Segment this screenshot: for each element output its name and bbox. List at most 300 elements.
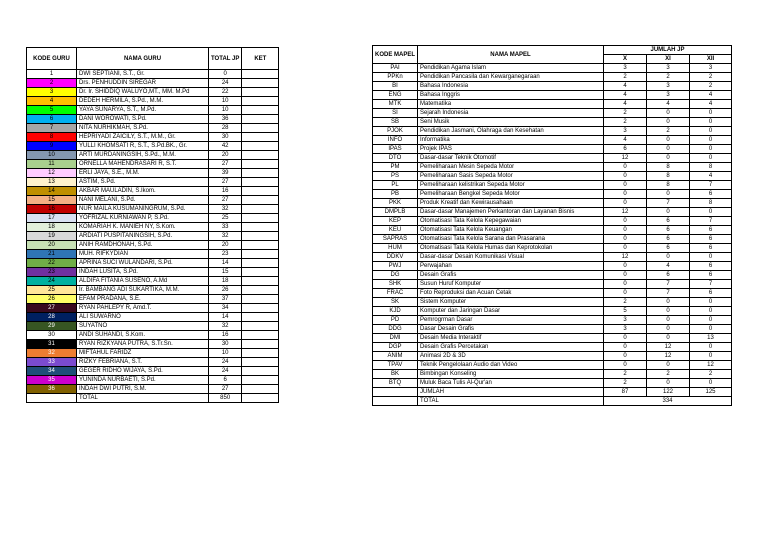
jp-xi-cell: 3	[647, 91, 690, 100]
ket-cell	[242, 376, 279, 385]
nama-mapel-cell: Pendidikan Jasmani, Olahraga dan Kesehatan	[418, 127, 604, 136]
kode-mapel-cell: BTQ	[373, 379, 418, 388]
ket-cell	[242, 340, 279, 349]
jp-xii-cell: 13	[690, 334, 732, 343]
total-jp-cell: 26	[209, 286, 242, 295]
kode-guru-cell: 1	[27, 70, 77, 79]
mapel-row	[373, 181, 732, 190]
nama-mapel-cell: Otomatisasi Tata Kelola Keuangan	[418, 226, 604, 235]
jp-x-cell: 2	[604, 370, 647, 379]
jp-xi-cell: 0	[647, 154, 690, 163]
nama-guru-cell: KOMARIAH K. MANIEH NY, S.Kom.	[77, 223, 209, 232]
guru-row	[27, 376, 279, 385]
guru-row	[27, 259, 279, 268]
total-jp-cell: 28	[209, 124, 242, 133]
nama-guru-cell: SUYATNO	[77, 322, 209, 331]
jp-xii-cell: 8	[690, 163, 732, 172]
mapel-jumlah-row	[373, 388, 732, 397]
jp-xii-cell: 4	[690, 91, 732, 100]
mapel-row	[373, 73, 732, 82]
jp-x-cell: 0	[604, 334, 647, 343]
jp-xii-cell: 0	[690, 136, 732, 145]
jp-x-cell: 12	[604, 154, 647, 163]
nama-mapel-cell: Pemeliharaan Bengkel Sepeda Motor	[418, 190, 604, 199]
jp-x-cell: 0	[604, 190, 647, 199]
mapel-row	[373, 298, 732, 307]
guru-row	[27, 115, 279, 124]
mapel-row	[373, 145, 732, 154]
kode-mapel-cell: SK	[373, 298, 418, 307]
ket-cell	[242, 250, 279, 259]
jp-xii-cell: 0	[690, 154, 732, 163]
ket-cell	[242, 214, 279, 223]
nama-guru-cell: ASTIM, S.Pd.	[77, 178, 209, 187]
kode-mapel-cell: DDKV	[373, 253, 418, 262]
ket-cell	[242, 259, 279, 268]
nama-mapel-cell: Bahasa Indonesia	[418, 82, 604, 91]
total-jp-cell: 27	[209, 160, 242, 169]
jp-xii-cell: 6	[690, 262, 732, 271]
nama-mapel-cell: Foto Reproduksi dan Acuan Cetak	[418, 289, 604, 298]
guru-row	[27, 268, 279, 277]
jp-xi-cell: 4	[647, 262, 690, 271]
jp-xi-cell: 0	[647, 208, 690, 217]
nama-guru-cell: DANI WOROWATI, S.Pd.	[77, 115, 209, 124]
nama-mapel-cell: Perwajahan	[418, 262, 604, 271]
jp-xii-cell: 7	[690, 217, 732, 226]
ket-cell	[242, 304, 279, 313]
jumlah-label: JUMLAH	[418, 388, 604, 397]
guru-row	[27, 124, 279, 133]
kode-mapel-cell: ANIM	[373, 352, 418, 361]
jp-x-cell: 0	[604, 280, 647, 289]
total-jp-cell: 10	[209, 106, 242, 115]
header-jumlah-jp: JUMLAH JP	[604, 46, 732, 55]
nama-guru-cell: ANDI SUHANDI, S.Kom.	[77, 331, 209, 340]
kode-guru-cell: 31	[27, 340, 77, 349]
header-kelas-xii: XII	[690, 55, 732, 64]
nama-guru-cell: Dr. Ir. SHIDDIQ WALUYO,MT., MM. M.Pd	[77, 88, 209, 97]
jp-xii-cell: 0	[690, 307, 732, 316]
kode-mapel-cell: ENG	[373, 91, 418, 100]
total-jp-cell: 15	[209, 268, 242, 277]
guru-row	[27, 277, 279, 286]
total-jp-cell: 16	[209, 187, 242, 196]
mapel-row	[373, 217, 732, 226]
guru-row	[27, 70, 279, 79]
nama-guru-cell: YOFRIZAL KURNIAWAN P, S.Pd.	[77, 214, 209, 223]
guru-row	[27, 97, 279, 106]
nama-mapel-cell: Pemeliharaan Mesin Sepeda Motor	[418, 163, 604, 172]
mapel-row	[373, 262, 732, 271]
jp-x-cell: 0	[604, 163, 647, 172]
mapel-row	[373, 253, 732, 262]
nama-guru-cell: Drs. PENHUDDIN SIREGAR	[77, 79, 209, 88]
mapel-row	[373, 307, 732, 316]
kode-mapel-cell: SB	[373, 118, 418, 127]
jp-x-cell: 0	[604, 361, 647, 370]
ket-cell	[242, 367, 279, 376]
total-jp-cell: 27	[209, 196, 242, 205]
nama-guru-cell: MUH. RIFKYDIAN	[77, 250, 209, 259]
total-jp-cell: 36	[209, 115, 242, 124]
kode-mapel-cell: PS	[373, 172, 418, 181]
jp-x-cell: 0	[604, 343, 647, 352]
nama-mapel-cell: Desain Grafis	[418, 271, 604, 280]
jp-xii-cell: 4	[690, 172, 732, 181]
jp-xi-cell: 6	[647, 226, 690, 235]
jp-x-cell: 2	[604, 118, 647, 127]
nama-mapel-cell: Dasar-dasar Teknik Otomotif	[418, 154, 604, 163]
jp-xi-cell: 0	[647, 316, 690, 325]
jp-xi-cell: 12	[647, 343, 690, 352]
nama-guru-cell: RYAN PAHLEPY R, Amd.T.	[77, 304, 209, 313]
mapel-total-row	[373, 397, 732, 406]
jp-x-cell: 3	[604, 316, 647, 325]
jp-xii-cell: 6	[690, 289, 732, 298]
kode-mapel-cell: BI	[373, 82, 418, 91]
jp-xi-cell: 6	[647, 217, 690, 226]
kode-mapel-cell: PKK	[373, 199, 418, 208]
jp-xii-cell: 0	[690, 118, 732, 127]
jp-xi-cell: 0	[647, 190, 690, 199]
jp-xi-cell: 6	[647, 244, 690, 253]
kode-mapel-cell: DGP	[373, 343, 418, 352]
nama-guru-cell: GEGER RIDHO WIJAYA, S.Pd.	[77, 367, 209, 376]
ket-cell	[242, 241, 279, 250]
kode-guru-cell: 5	[27, 106, 77, 115]
kode-guru-cell: 26	[27, 295, 77, 304]
jp-xii-cell: 0	[690, 352, 732, 361]
total-jp-cell: 6	[209, 376, 242, 385]
jp-xii-cell: 6	[690, 190, 732, 199]
ket-cell	[242, 286, 279, 295]
jp-xii-cell: 7	[690, 280, 732, 289]
ket-cell	[242, 160, 279, 169]
total-jp-cell: 42	[209, 142, 242, 151]
ket-cell	[242, 358, 279, 367]
nama-guru-cell: HEPRIYADI ZAICILY, S.T., M.M., Gr.	[77, 133, 209, 142]
kode-mapel-cell: PB	[373, 190, 418, 199]
ket-cell	[242, 187, 279, 196]
jp-xii-cell: 3	[690, 64, 732, 73]
nama-guru-cell: NITA NURHIKMAH, S.Pd.	[77, 124, 209, 133]
guru-row	[27, 223, 279, 232]
mapel-row	[373, 127, 732, 136]
mapel-total-label: TOTAL	[418, 397, 604, 406]
jp-x-cell: 12	[604, 208, 647, 217]
jp-x-cell: 4	[604, 136, 647, 145]
total-jp-cell: 32	[209, 205, 242, 214]
kode-mapel-cell: PWJ	[373, 262, 418, 271]
total-spacer	[373, 397, 418, 406]
guru-row	[27, 295, 279, 304]
kode-guru-cell: 7	[27, 124, 77, 133]
mapel-row	[373, 352, 732, 361]
guru-row	[27, 133, 279, 142]
kode-guru-cell: 32	[27, 349, 77, 358]
jp-xi-cell: 8	[647, 181, 690, 190]
mapel-row	[373, 361, 732, 370]
jp-xi-cell: 0	[647, 136, 690, 145]
nama-guru-cell: INDAH DWI PUTRI, S.M.	[77, 385, 209, 394]
jp-xi-cell: 0	[647, 325, 690, 334]
jp-xii-cell: 0	[690, 208, 732, 217]
ket-cell	[242, 115, 279, 124]
ket-cell	[242, 97, 279, 106]
nama-guru-cell: ALI SUWARNO	[77, 313, 209, 322]
kode-mapel-cell: PAI	[373, 64, 418, 73]
jp-xi-cell: 2	[647, 370, 690, 379]
nama-guru-cell: APRINA SUCI WULANDARI, S.Pd.	[77, 259, 209, 268]
mapel-row	[373, 154, 732, 163]
total-jp-cell: 14	[209, 259, 242, 268]
kode-guru-cell: 6	[27, 115, 77, 124]
nama-mapel-cell: Sejarah Indonesia	[418, 109, 604, 118]
guru-row	[27, 241, 279, 250]
jp-xi-cell: 6	[647, 271, 690, 280]
jp-xii-cell: 0	[690, 127, 732, 136]
jp-xi-cell: 0	[647, 361, 690, 370]
kode-guru-cell: 4	[27, 97, 77, 106]
kode-guru-cell: 13	[27, 178, 77, 187]
jp-xi-cell: 12	[647, 352, 690, 361]
kode-guru-cell: 29	[27, 322, 77, 331]
nama-mapel-cell: Otomatisasi Tata Kelola Humas dan Keprotokolan	[418, 244, 604, 253]
total-jp-cell: 20	[209, 151, 242, 160]
ket-cell	[242, 313, 279, 322]
header-kelas-x: X	[604, 55, 647, 64]
jp-xi-cell: 0	[647, 307, 690, 316]
ket-cell	[242, 178, 279, 187]
guru-row	[27, 232, 279, 241]
guru-row	[27, 322, 279, 331]
total-jp-cell: 24	[209, 358, 242, 367]
total-jp-cell: 20	[209, 241, 242, 250]
total-jp-cell: 27	[209, 178, 242, 187]
header-ket: KET	[242, 48, 279, 70]
nama-mapel-cell: Projek IPAS	[418, 145, 604, 154]
total-jp-cell: 39	[209, 169, 242, 178]
total-jp-cell: 10	[209, 349, 242, 358]
guru-row	[27, 214, 279, 223]
jp-x-cell: 0	[604, 172, 647, 181]
jp-xi-cell: 7	[647, 280, 690, 289]
guru-table	[26, 47, 279, 403]
jp-xii-cell: 0	[690, 379, 732, 388]
nama-guru-cell: ARTI MURDANINGSIH, S.Pd., M.M.	[77, 151, 209, 160]
guru-row	[27, 331, 279, 340]
total-jp-cell: 22	[209, 88, 242, 97]
kode-mapel-cell: BK	[373, 370, 418, 379]
kode-mapel-cell: KEP	[373, 217, 418, 226]
nama-guru-cell: ARDIATI PUSPITANINGSIH, S.Pd.	[77, 232, 209, 241]
nama-mapel-cell: Matematika	[418, 100, 604, 109]
nama-mapel-cell: Dasar-dasar Manajemen Perkantoran dan Layanan Bisnis	[418, 208, 604, 217]
jp-xii-cell: 2	[690, 82, 732, 91]
jp-xi-cell: 0	[647, 109, 690, 118]
jp-xii-cell: 2	[690, 370, 732, 379]
nama-mapel-cell: Otomatisasi Tata Kelola Sarana dan Prasarana	[418, 235, 604, 244]
jp-x-cell: 3	[604, 325, 647, 334]
jp-xii-cell: 7	[690, 181, 732, 190]
jp-x-cell: 0	[604, 181, 647, 190]
ket-cell	[242, 349, 279, 358]
kode-guru-cell: 18	[27, 223, 77, 232]
guru-row	[27, 250, 279, 259]
jp-xii-cell: 0	[690, 316, 732, 325]
nama-mapel-cell: Animasi 2D & 3D	[418, 352, 604, 361]
kode-guru-cell: 19	[27, 232, 77, 241]
ket-cell	[242, 142, 279, 151]
mapel-row	[373, 280, 732, 289]
mapel-row	[373, 289, 732, 298]
nama-guru-cell: EFAM PRADANA, S.E.	[77, 295, 209, 304]
total-jp-cell: 25	[209, 214, 242, 223]
nama-mapel-cell: Desain Media Interaktif	[418, 334, 604, 343]
nama-mapel-cell: Otomatisasi Tata Kelola Kepegawaian	[418, 217, 604, 226]
total-jp-cell: 14	[209, 313, 242, 322]
total-jp-cell: 16	[209, 331, 242, 340]
guru-row	[27, 358, 279, 367]
mapel-row	[373, 199, 732, 208]
jp-xi-cell: 0	[647, 118, 690, 127]
guru-total-spacer	[27, 394, 77, 403]
kode-guru-cell: 11	[27, 160, 77, 169]
nama-mapel-cell: Bimbingan Konseling	[418, 370, 604, 379]
total-jp-cell: 0	[209, 70, 242, 79]
total-jp-cell: 37	[209, 295, 242, 304]
ket-cell	[242, 394, 279, 403]
nama-guru-cell: DWI SEPTIANI, S.T., Gr.	[77, 70, 209, 79]
ket-cell	[242, 79, 279, 88]
total-jp-cell: 24	[209, 367, 242, 376]
nama-mapel-cell: Pemrogrman Dasar	[418, 316, 604, 325]
kode-mapel-cell: PL	[373, 181, 418, 190]
guru-row	[27, 349, 279, 358]
guru-row	[27, 286, 279, 295]
jp-xii-cell: 0	[690, 325, 732, 334]
mapel-row	[373, 172, 732, 181]
kode-mapel-cell: FRAC	[373, 289, 418, 298]
mapel-row	[373, 190, 732, 199]
total-jp-cell: 33	[209, 223, 242, 232]
total-jp-cell: 32	[209, 232, 242, 241]
header-nama-mapel: NAMA MAPEL	[418, 46, 604, 64]
jp-xii-cell: 0	[690, 145, 732, 154]
ket-cell	[242, 295, 279, 304]
ket-cell	[242, 331, 279, 340]
kode-guru-cell: 30	[27, 331, 77, 340]
kode-mapel-cell: SI	[373, 109, 418, 118]
jumlah-xi: 122	[647, 388, 690, 397]
jp-xi-cell: 3	[647, 64, 690, 73]
jp-xi-cell: 7	[647, 289, 690, 298]
total-jp-cell: 23	[209, 250, 242, 259]
jp-xii-cell: 6	[690, 235, 732, 244]
guru-row	[27, 142, 279, 151]
kode-mapel-cell: IPAS	[373, 145, 418, 154]
kode-guru-cell: 16	[27, 205, 77, 214]
kode-guru-cell: 28	[27, 313, 77, 322]
kode-mapel-cell: PPKn	[373, 73, 418, 82]
jp-xii-cell: 6	[690, 271, 732, 280]
kode-guru-cell: 20	[27, 241, 77, 250]
mapel-row	[373, 244, 732, 253]
kode-guru-cell: 33	[27, 358, 77, 367]
kode-mapel-cell: DG	[373, 271, 418, 280]
mapel-row	[373, 325, 732, 334]
header-kelas-xi: XI	[647, 55, 690, 64]
kode-guru-cell: 35	[27, 376, 77, 385]
total-jp-cell: 30	[209, 340, 242, 349]
ket-cell	[242, 124, 279, 133]
jp-x-cell: 4	[604, 91, 647, 100]
nama-guru-cell: RYAN RIZKYANA PUTRA, S.Tr.Sn.	[77, 340, 209, 349]
jp-xii-cell: 6	[690, 226, 732, 235]
nama-mapel-cell: Pendidikan Agama Islam	[418, 64, 604, 73]
mapel-row	[373, 118, 732, 127]
jp-x-cell: 4	[604, 100, 647, 109]
ket-cell	[242, 151, 279, 160]
kode-guru-cell: 12	[27, 169, 77, 178]
total-jp-cell: 24	[209, 79, 242, 88]
guru-row	[27, 88, 279, 97]
total-jp-cell: 10	[209, 97, 242, 106]
jp-x-cell: 0	[604, 244, 647, 253]
total-jp-cell: 34	[209, 304, 242, 313]
kode-mapel-cell: PD	[373, 316, 418, 325]
guru-total-row	[27, 394, 279, 403]
kode-guru-cell: 14	[27, 187, 77, 196]
nama-mapel-cell: Dasar-dasar Desain Komunikasi Visual	[418, 253, 604, 262]
jp-xii-cell: 0	[690, 109, 732, 118]
nama-mapel-cell: Dasar Desain Grafis	[418, 325, 604, 334]
jp-xi-cell: 0	[647, 253, 690, 262]
ket-cell	[242, 169, 279, 178]
total-jp-cell: 27	[209, 385, 242, 394]
jp-xi-cell: 0	[647, 298, 690, 307]
kode-guru-cell: 21	[27, 250, 77, 259]
ket-cell	[242, 277, 279, 286]
mapel-table	[372, 45, 732, 406]
jp-xi-cell: 2	[647, 73, 690, 82]
nama-guru-cell: Ir. BAMBANG ADI SUKARTIKA, M.M.	[77, 286, 209, 295]
jp-x-cell: 0	[604, 352, 647, 361]
guru-row	[27, 178, 279, 187]
kode-mapel-cell: DMPLB	[373, 208, 418, 217]
kode-guru-cell: 22	[27, 259, 77, 268]
header-kode-guru: KODE GURU	[27, 48, 77, 70]
kode-guru-cell: 36	[27, 385, 77, 394]
mapel-row	[373, 226, 732, 235]
kode-guru-cell: 34	[27, 367, 77, 376]
jp-xii-cell: 12	[690, 361, 732, 370]
ket-cell	[242, 385, 279, 394]
guru-row	[27, 160, 279, 169]
ket-cell	[242, 106, 279, 115]
guru-row	[27, 187, 279, 196]
nama-guru-cell: ALDIFA FITANIA SUSENO, A.Md	[77, 277, 209, 286]
mapel-table-body	[373, 64, 732, 406]
nama-mapel-cell: Desain Grafis Percetakan	[418, 343, 604, 352]
ket-cell	[242, 196, 279, 205]
jp-xi-cell: 8	[647, 163, 690, 172]
mapel-row	[373, 64, 732, 73]
jp-x-cell: 0	[604, 271, 647, 280]
nama-guru-cell: NANI MELANI, S.Pd.	[77, 196, 209, 205]
kode-guru-cell: 15	[27, 196, 77, 205]
